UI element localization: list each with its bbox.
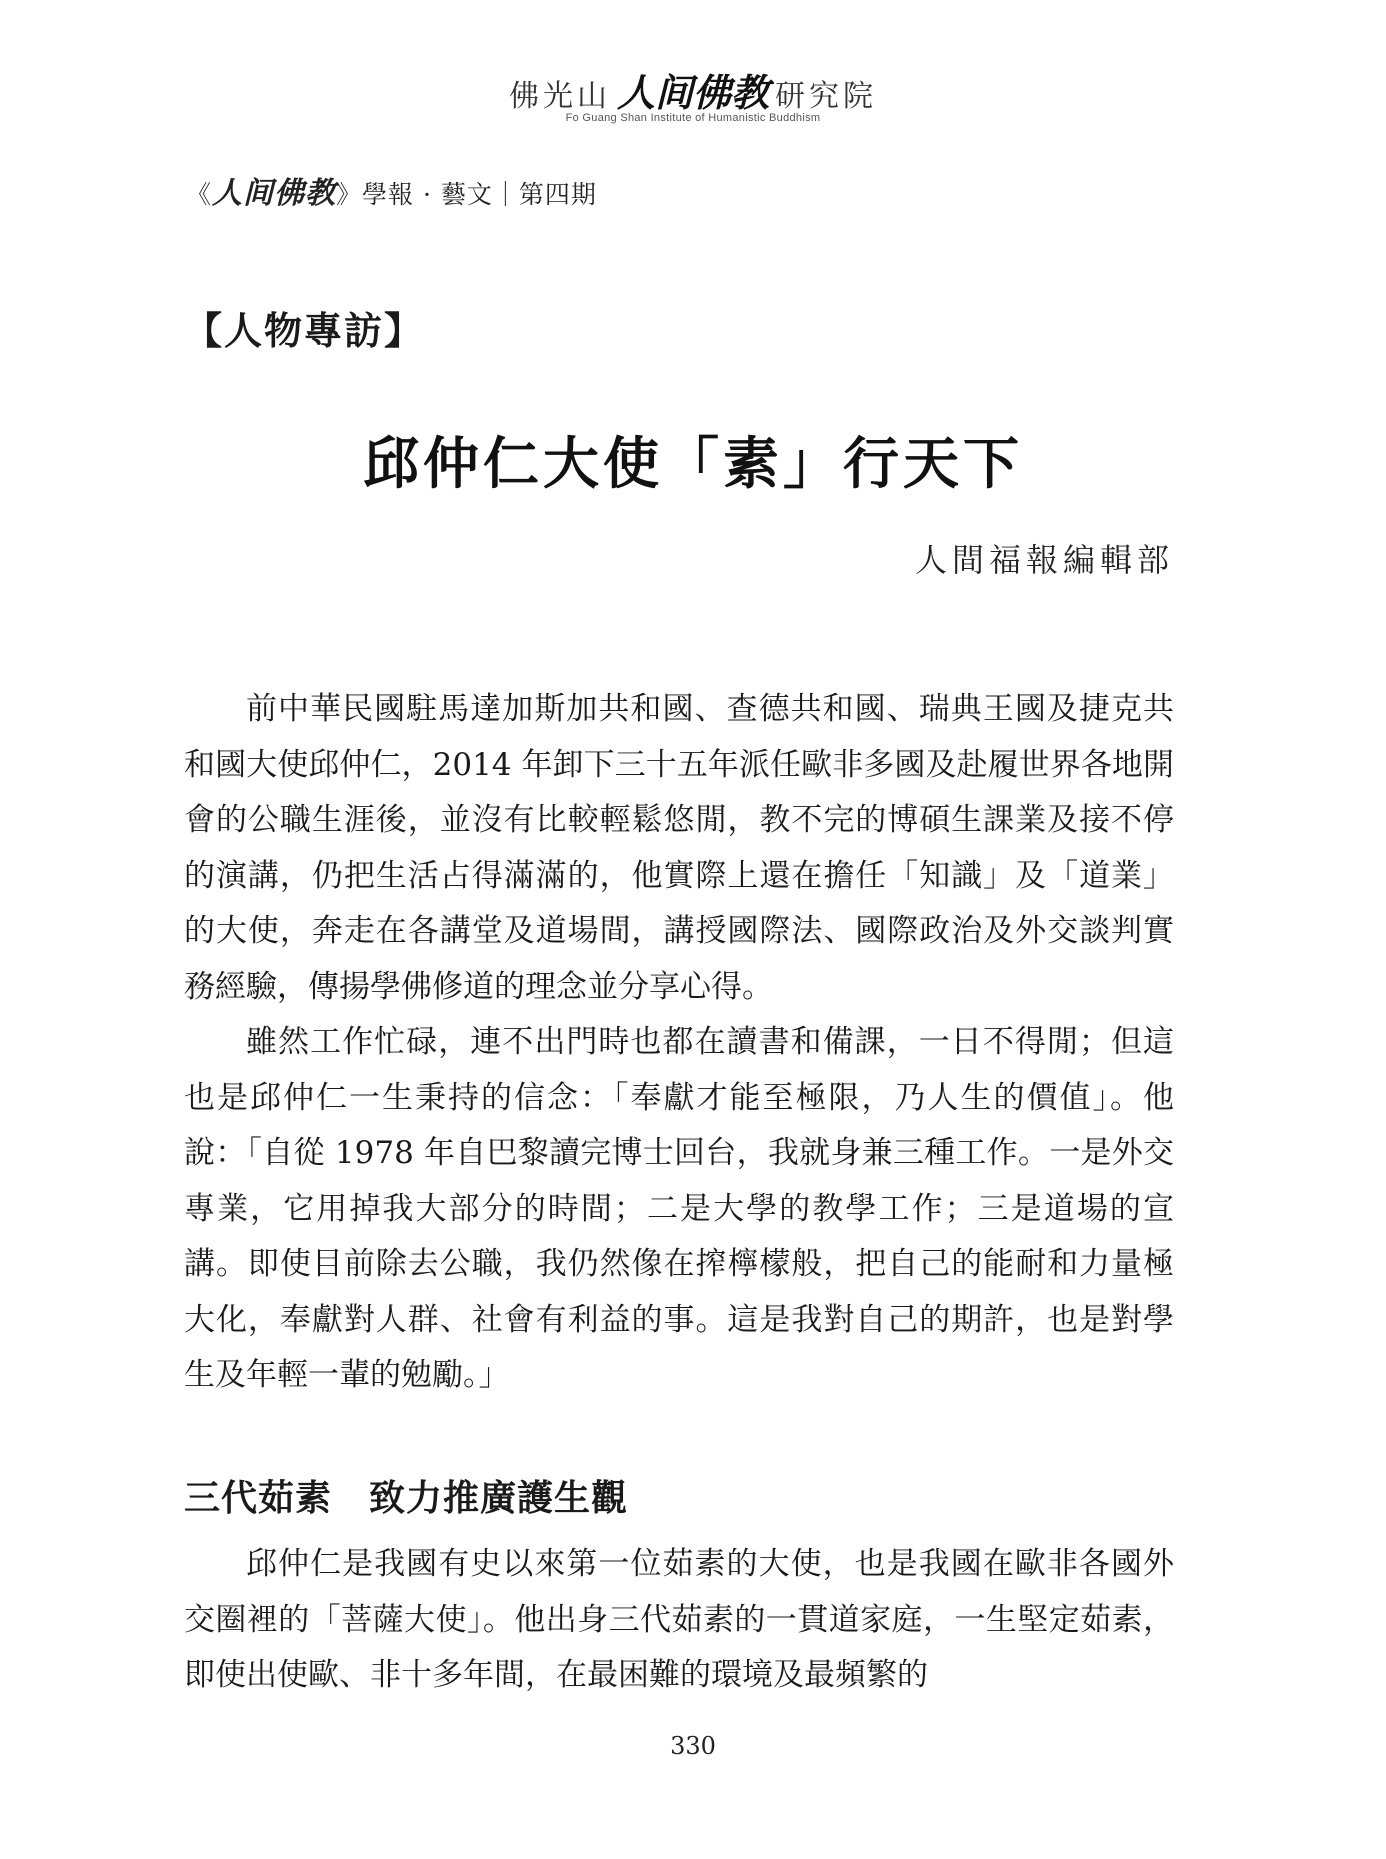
section-body bbox=[184, 1537, 1174, 1704]
journal-open-quote: 《 bbox=[186, 180, 213, 209]
journal-header bbox=[186, 168, 597, 212]
column-tag: 【人物專訪】 bbox=[184, 309, 425, 353]
masthead bbox=[0, 62, 1386, 117]
masthead-prefix: 佛光山 bbox=[508, 79, 611, 114]
journal-logo: 人间佛教 bbox=[212, 176, 337, 211]
article-body bbox=[184, 682, 1174, 1404]
page-number: 330 bbox=[670, 1732, 716, 1760]
paragraph: 邱仲仁是我國有史以來第一位茹素的大使，也是我國在歐非各國外交圈裡的「菩薩大使」。他出身三代茹素的一貫道家庭，一生堅定茹素，即使出使歐、非十多年間，在最困難的環境及最頻繁的 bbox=[184, 1546, 1174, 1693]
paragraph: 前中華民國駐馬達加斯加共和國、查德共和國、瑞典王國及捷克共和國大使邱仲仁，2014 年卸下三十五年派任歐非多國及赴履世界各地開會的公職生涯後，並沒有比較輕鬆悠閒，教不完的博碩生課業及接不停的演講，仍把生活占得滿滿的，他實際上還在擔任「知識」及「道業」的大使，奔走在各講堂及道場間，講授國際法、國際政治及外交談判實務經驗，傳揚學佛修道的理念並分享心得。 bbox=[184, 691, 1174, 1005]
masthead-logo: 人间佛教 bbox=[616, 70, 769, 115]
section-heading: 三代茹素 致力推廣護生觀 bbox=[184, 1478, 629, 1519]
paragraph: 雖然工作忙碌，連不出門時也都在讀書和備課，一日不得閒；但這也是邱仲仁一生秉持的信念：「奉獻才能至極限，乃人生的價值」。他說：「自從 1978 年自巴黎讀完博士回台，我就身兼三種工作。一是外交專業，它用掉我大部分的時間；二是大學的教學工作；三是道場的宣講。即使目前除去公職，我仍然像在搾檸檬般，把自己的能耐和力量極大化，奉獻對人群、社會有利益的事。這是我對自己的期許，也是對學生及年輕一輩的勉勵。」 bbox=[184, 1024, 1174, 1393]
article-title: 邱仲仁大使「素」行天下 bbox=[363, 432, 1023, 497]
article-author: 人間福報編輯部 bbox=[914, 541, 1174, 579]
journal-issue: 》學報 · 藝文｜第四期 bbox=[336, 180, 597, 209]
masthead-suffix: 研究院 bbox=[775, 79, 877, 114]
masthead-english: Fo Guang Shan Institute of Humanistic Buddhism bbox=[565, 112, 821, 124]
